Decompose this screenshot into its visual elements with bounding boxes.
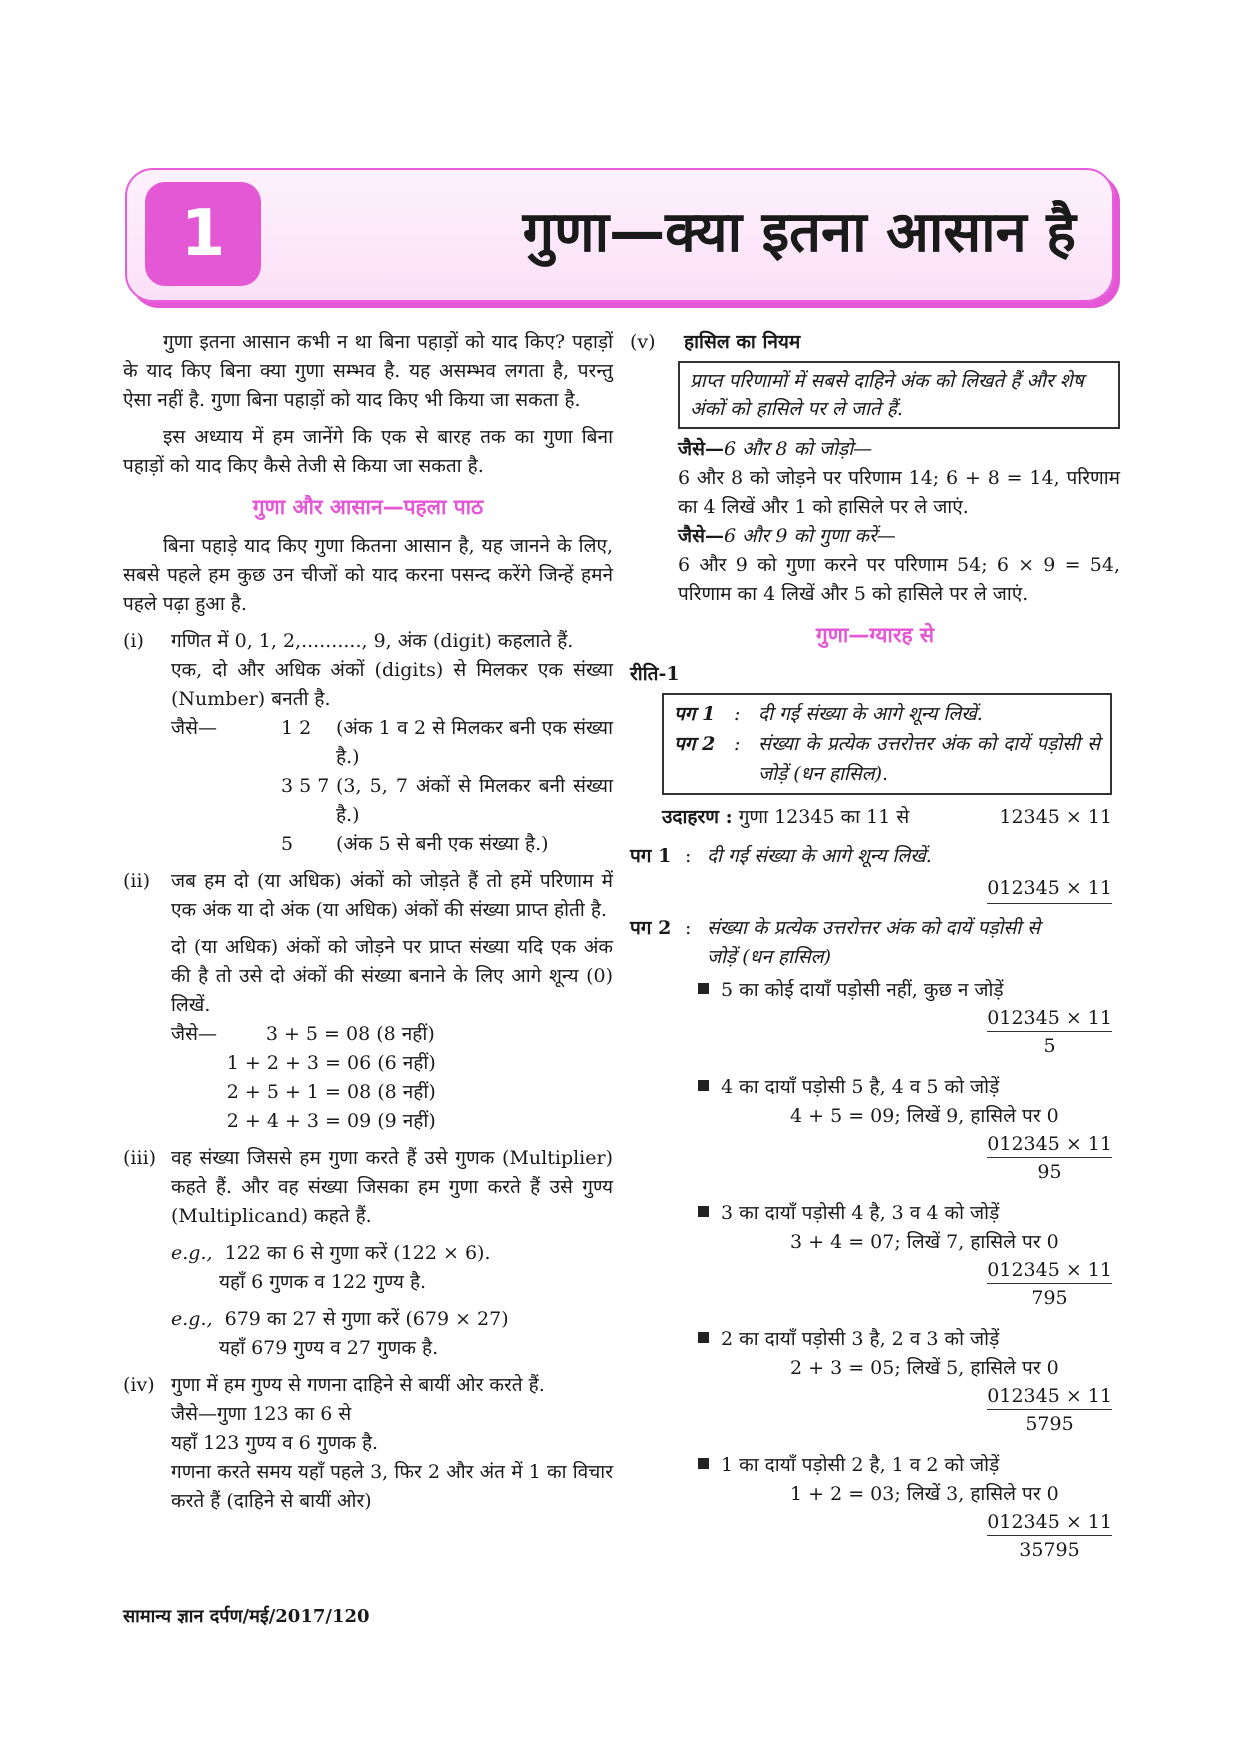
eg-line: e.g., 679 का 27 से गुणा करें (679 × 27) <box>171 1308 509 1330</box>
bullet-text: 5 का कोई दायाँ पड़ोसी नहीं, कुछ न जोड़ें <box>630 976 1120 1005</box>
bullet-sum: 1 + 2 = 03; लिखें 3, हासिले पर 0 <box>790 1483 1059 1505</box>
point-label: (v) <box>630 331 656 353</box>
method-step: पग 2 : संख्या के प्रत्येक उत्तरोत्तर अंक को दायें पड़ोसी से जोड़ें (धन हासिल). <box>674 733 1100 785</box>
point-text: यहाँ 123 गुण्य व 6 गुणक है. <box>171 1432 379 1454</box>
sum-expression: 2 + 4 + 3 <box>226 1110 319 1132</box>
example-desc: (अंक 5 से बनी एक संख्या है.) <box>336 833 549 855</box>
example-heading: जैसे—6 और 9 को गुणा करें— <box>678 525 896 547</box>
square-bullet-icon <box>698 1458 709 1469</box>
sum-expression: 2 + 5 + 1 <box>226 1081 319 1103</box>
point-text: जब हम दो (या अधिक) अंकों को जोड़ते हैं तो हमें परिणाम में एक अंक या दो अंक (या अधिक) अंकों की संख्या प्राप्त होती है. <box>171 870 613 921</box>
point-iv <box>123 1371 613 1516</box>
example-row <box>171 830 613 859</box>
section-paragraph: बिना पहाड़े याद किए गुणा कितना आसान है, यह जानने के लिए, सबसे पहले हम कुछ उन चीजों को याद करना पसन्द करेंगे जिन्हें हमने पहले पढ़ा हुआ है. <box>123 535 613 615</box>
square-bullet-icon <box>698 983 709 994</box>
square-bullet-icon <box>698 1080 709 1091</box>
bullet-text: 2 का दायाँ पड़ोसी 3 है, 2 व 3 को जोड़ें <box>630 1325 1120 1354</box>
chapter-title: गुणा—क्या इतना आसान है <box>522 200 1076 265</box>
sum-result: = 08 (8 नहीं) <box>324 1023 435 1045</box>
sum-result: = 06 (6 नहीं) <box>325 1052 436 1074</box>
section-title-first-lesson: गुणा और आसान—पहला पाठ <box>252 495 484 519</box>
left-column <box>123 328 613 1516</box>
point-text: जैसे—गुणा 123 का 6 से <box>171 1403 352 1425</box>
method-step: पग 1 : दी गई संख्या के आगे शून्य लिखें. <box>674 703 983 725</box>
example-desc: (3, 5, 7 अंकों से मिलकर बनी संख्या है.) <box>336 775 613 826</box>
example-number: 1 2 <box>281 717 312 739</box>
example-label: जैसे— <box>171 1023 217 1045</box>
point-label: (ii) <box>123 870 150 892</box>
bullet-sum: 4 + 5 = 09; लिखें 9, हासिले पर 0 <box>790 1105 1059 1127</box>
step-2: पग 2 : संख्या के प्रत्येक उत्तरोत्तर अंक को दायें पड़ोसी से जोड़ें (धन हासिल) <box>630 917 1041 968</box>
point-title: हासिल का नियम <box>684 331 801 353</box>
square-bullet-icon <box>698 1332 709 1343</box>
bullet-calc: 012345 × 11 795 <box>987 1259 1112 1309</box>
point-i <box>123 627 613 859</box>
point-text: गणित में 0, 1, 2,.........., 9, अंक (digit) कहलाते हैं. <box>171 630 574 652</box>
example-text: 6 और 8 को जोड़ने पर परिणाम 14; 6 + 8 = 14, परिणाम का 4 लिखें और 1 को हासिले पर ले जाएं. <box>678 467 1120 518</box>
bullet-sum: 3 + 4 = 07; लिखें 7, हासिले पर 0 <box>790 1231 1059 1253</box>
eg-line: e.g., 122 का 6 से गुणा करें (122 × 6). <box>171 1242 491 1264</box>
example-label: जैसे— <box>171 717 217 739</box>
point-v-heading <box>630 328 1120 357</box>
intro-paragraph-2: इस अध्याय में हम जानेंगे कि एक से बारह तक का गुणा बिना पहाड़ों को याद किए कैसे तेजी से किया जा सकता है. <box>123 426 613 477</box>
step-1-expression: 012345 × 11 <box>630 873 1120 904</box>
bullet-step <box>630 1073 1120 1185</box>
bullet-calc: 012345 × 11 35795 <box>987 1511 1112 1561</box>
bullet-calc: 012345 × 11 5 <box>987 1007 1112 1057</box>
bullet-sum: 2 + 3 = 05; लिखें 5, हासिले पर 0 <box>790 1357 1059 1379</box>
example-row <box>171 714 613 772</box>
example-desc: (अंक 1 व 2 से मिलकर बनी एक संख्या है.) <box>336 717 613 768</box>
method-box <box>662 693 1112 795</box>
section-title-eleven: गुणा—ग्यारह से <box>815 623 935 647</box>
eg-line: यहाँ 679 गुण्य व 27 गुणक है. <box>219 1337 439 1359</box>
example-number: 3 5 7 <box>281 775 330 797</box>
example-line: उदाहरण : गुणा 12345 का 11 से 12345 × 11 <box>630 803 1120 832</box>
eg-line: यहाँ 6 गुणक व 122 गुण्य है. <box>219 1271 427 1293</box>
example-number: 5 <box>281 833 294 855</box>
example-row <box>171 772 613 830</box>
point-text: गुणा में हम गुण्य से गणना दाहिने से बायीं ओर करते हैं. <box>171 1374 545 1396</box>
point-text: गणना करते समय यहाँ पहले 3, फिर 2 और अंत में 1 का विचार करते हैं (दाहिने से बायीं ओर) <box>171 1461 613 1512</box>
point-label: (iii) <box>123 1147 157 1169</box>
square-bullet-icon <box>698 1206 709 1217</box>
bullet-step <box>630 1199 1120 1311</box>
example-text: 6 और 9 को गुणा करने पर परिणाम 54; 6 × 9 = 54, परिणाम का 4 लिखें और 5 को हासिले पर ले जाएं. <box>678 554 1120 605</box>
point-ii <box>123 867 613 1136</box>
method-label: रीति-1 <box>630 663 680 685</box>
bullet-calc: 012345 × 11 95 <box>987 1133 1112 1183</box>
sum-expression: 1 + 2 + 3 <box>226 1052 319 1074</box>
point-label: (iv) <box>123 1374 155 1396</box>
step-1: पग 1 : दी गई संख्या के आगे शून्य लिखें. <box>630 845 932 867</box>
bullet-text: 4 का दायाँ पड़ोसी 5 है, 4 व 5 को जोड़ें <box>630 1073 1120 1102</box>
point-text: वह संख्या जिससे हम गुणा करते हैं उसे गुणक (Multiplier) कहते हैं. और वह संख्या जिसका हम गुणा करते हैं उसे गुण्य (Multiplicand) कहते हैं. <box>171 1147 613 1227</box>
example-heading: जैसे—6 और 8 को जोड़ो— <box>678 438 873 460</box>
sum-result: = 09 (9 नहीं) <box>325 1110 436 1132</box>
sum-result: = 08 (8 नहीं) <box>325 1081 436 1103</box>
sum-row <box>171 1078 613 1107</box>
page-footer: सामान्य ज्ञान दर्पण/मई/2017/120 <box>123 1606 370 1627</box>
sum-row <box>171 1049 613 1078</box>
right-column <box>630 328 1120 1563</box>
intro-paragraph-1: गुणा इतना आसान कभी न था बिना पहाड़ों को याद किए? पहाड़ों के याद किए बिना क्या गुणा सम्भव है. यह असम्भव लगता है, परन्तु ऐसा नहीं है. गुणा बिना पहाड़ों को याद किए भी किया जा सकता है. <box>123 331 613 411</box>
sum-row <box>171 1020 613 1049</box>
point-text: दो (या अधिक) अंकों को जोड़ने पर प्राप्त संख्या यदि एक अंक की है तो उसे दो अंकों की संख्या बनाने के लिए आगे शून्य (0) लिखें. <box>171 936 613 1016</box>
point-iii <box>123 1144 613 1363</box>
point-label: (i) <box>123 630 144 652</box>
bullet-step <box>630 976 1120 1059</box>
chapter-header <box>125 168 1114 302</box>
bullet-text: 3 का दायाँ पड़ोसी 4 है, 3 व 4 को जोड़ें <box>630 1199 1120 1228</box>
bullet-calc: 012345 × 11 5795 <box>987 1385 1112 1435</box>
chapter-number: 1 <box>145 182 261 286</box>
bullet-step <box>630 1451 1120 1563</box>
point-text: एक, दो और अधिक अंकों (digits) से मिलकर एक संख्या (Number) बनती है. <box>171 659 613 710</box>
bullet-step <box>630 1325 1120 1437</box>
sum-row <box>171 1107 613 1136</box>
example-expression: 12345 × 11 <box>999 806 1112 828</box>
bullet-text: 1 का दायाँ पड़ोसी 2 है, 1 व 2 को जोड़ें <box>630 1451 1120 1480</box>
rule-box: प्राप्त परिणामों में सबसे दाहिने अंक को लिखते हैं और शेष अंकों को हासिले पर ले जाते हैं. <box>678 361 1120 429</box>
sum-expression: 3 + 5 <box>265 1023 318 1045</box>
